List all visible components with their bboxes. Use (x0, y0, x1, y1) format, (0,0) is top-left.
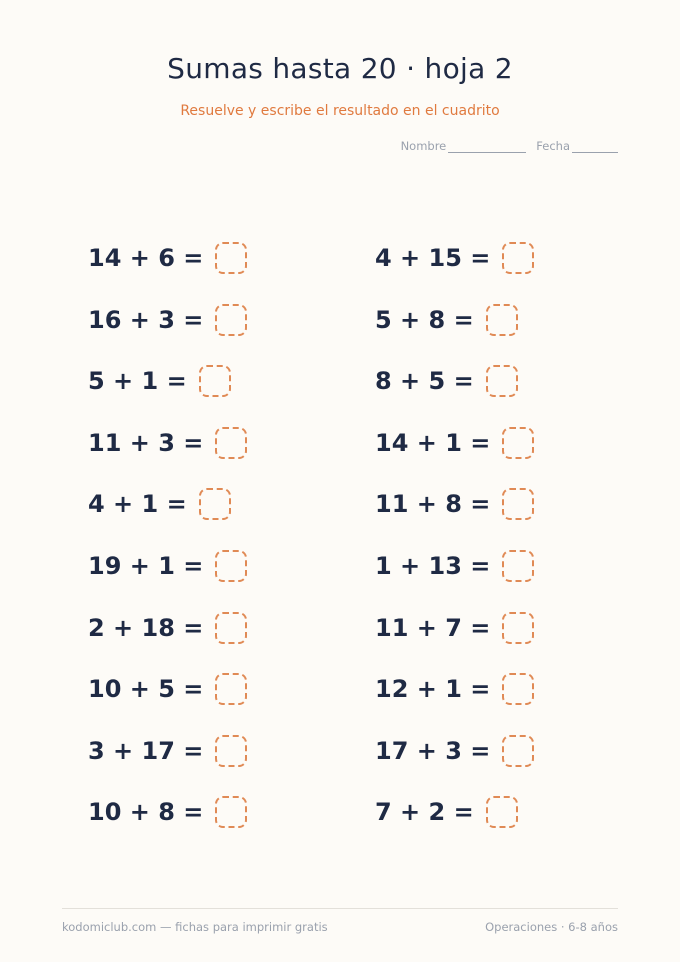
addition-problem (375, 610, 490, 646)
problem-expression: 2 + 18 = (88, 613, 204, 642)
addition-problem (88, 671, 203, 707)
problem-expression: 5 + 8 = (375, 305, 474, 334)
answer-box[interactable] (199, 365, 231, 397)
page-subtitle: Resuelve y escribe el resultado en el cuadrito (180, 103, 500, 119)
addition-problem (375, 548, 490, 584)
page-title: Sumas hasta 20 · hoja 2 (167, 52, 513, 85)
problem-expression: 14 + 6 = (88, 244, 204, 272)
footer-divider (62, 908, 618, 909)
addition-problem (88, 794, 203, 830)
addition-problem (375, 302, 474, 338)
answer-box[interactable] (502, 242, 534, 274)
addition-problem (88, 240, 203, 276)
problem-expression: 5 + 1 = (88, 367, 187, 396)
addition-problem (375, 794, 474, 830)
footer-site-text: kodomiclub.com — fichas para imprimir gratis (62, 920, 328, 934)
answer-box[interactable] (486, 796, 518, 828)
answer-box[interactable] (215, 612, 247, 644)
answer-box[interactable] (215, 735, 247, 767)
answer-box[interactable] (502, 673, 534, 705)
addition-problem (375, 425, 490, 461)
problem-expression: 11 + 7 = (375, 613, 491, 642)
addition-problem (375, 486, 490, 522)
problem-expression: 16 + 3 = (88, 305, 204, 334)
answer-box[interactable] (502, 550, 534, 582)
answer-box[interactable] (486, 365, 518, 397)
problem-expression: 8 + 5 = (375, 367, 474, 396)
problem-expression: 14 + 1 = (375, 428, 491, 457)
problem-expression: 11 + 8 = (375, 490, 491, 519)
answer-box[interactable] (215, 673, 247, 705)
problem-expression: 4 + 15 = (375, 244, 491, 272)
footer-category-text: Operaciones · 6-8 años (485, 920, 618, 934)
answer-box[interactable] (502, 427, 534, 459)
addition-problem (88, 363, 187, 399)
addition-problem (88, 733, 203, 769)
date-label: Fecha (536, 139, 570, 153)
addition-problem (88, 548, 203, 584)
problem-expression: 17 + 3 = (375, 736, 491, 765)
answer-box[interactable] (486, 304, 518, 336)
problem-expression: 12 + 1 = (375, 675, 491, 704)
name-label: Nombre (400, 139, 447, 153)
problem-expression: 1 + 13 = (375, 552, 491, 580)
problem-expression: 11 + 3 = (88, 428, 204, 457)
addition-problem (88, 610, 203, 646)
problem-expression: 7 + 2 = (375, 798, 474, 827)
problem-expression: 10 + 8 = (88, 798, 204, 827)
addition-problem (375, 671, 490, 707)
answer-box[interactable] (215, 427, 247, 459)
answer-box[interactable] (215, 304, 247, 336)
answer-box[interactable] (215, 242, 247, 274)
addition-problem (88, 302, 203, 338)
problem-expression: 3 + 17 = (88, 736, 204, 765)
addition-problem (88, 425, 203, 461)
answer-box[interactable] (215, 796, 247, 828)
answer-box[interactable] (502, 735, 534, 767)
problem-expression: 4 + 1 = (88, 490, 187, 519)
addition-problem (375, 240, 490, 276)
problem-expression: 10 + 5 = (88, 675, 204, 704)
answer-box[interactable] (502, 488, 534, 520)
addition-problem (375, 733, 490, 769)
answer-box[interactable] (215, 550, 247, 582)
addition-problem (88, 486, 187, 522)
answer-box[interactable] (502, 612, 534, 644)
addition-problem (375, 363, 474, 399)
answer-box[interactable] (199, 488, 231, 520)
problem-expression: 19 + 1 = (88, 552, 204, 580)
